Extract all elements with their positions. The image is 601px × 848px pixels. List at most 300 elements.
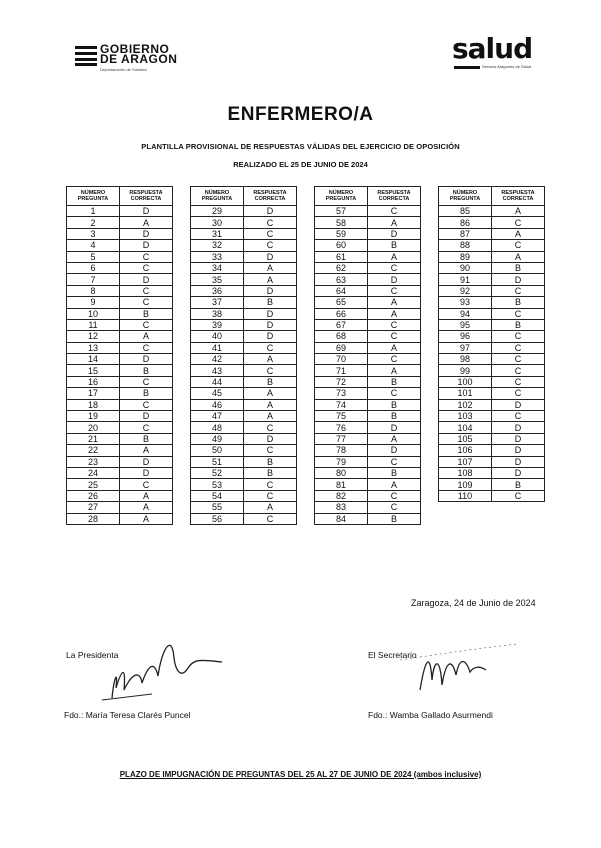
correct-answer: C <box>492 365 545 376</box>
correct-answer: C <box>120 399 173 410</box>
answer-row <box>67 399 173 410</box>
correct-answer: C <box>368 490 421 501</box>
question-number: 30 <box>191 217 244 228</box>
question-number: 58 <box>315 217 368 228</box>
question-number: 98 <box>439 354 492 365</box>
question-number: 25 <box>67 479 120 490</box>
answer-row <box>315 376 421 387</box>
answer-row <box>315 422 421 433</box>
question-number: 101 <box>439 388 492 399</box>
correct-answer: C <box>492 388 545 399</box>
question-number: 32 <box>191 240 244 251</box>
secretary-signature <box>400 630 520 700</box>
answer-row <box>439 467 545 478</box>
answer-row <box>67 228 173 239</box>
correct-answer: C <box>244 490 297 501</box>
answer-row <box>67 274 173 285</box>
correct-answer: D <box>368 445 421 456</box>
gobierno-aragon-logo <box>75 44 190 78</box>
answer-row <box>439 228 545 239</box>
question-number: 75 <box>315 411 368 422</box>
correct-answer: B <box>244 467 297 478</box>
correct-answer: D <box>244 331 297 342</box>
question-number: 99 <box>439 365 492 376</box>
correct-answer: C <box>244 217 297 228</box>
correct-answer: A <box>368 251 421 262</box>
answer-table <box>190 186 297 525</box>
secretary-label: El Secretario <box>368 650 417 660</box>
correct-answer: C <box>120 376 173 387</box>
correct-answer: A <box>368 297 421 308</box>
correct-answer: D <box>120 274 173 285</box>
question-number: 57 <box>315 206 368 217</box>
correct-answer: C <box>120 342 173 353</box>
correct-answer: D <box>244 206 297 217</box>
question-number: 91 <box>439 274 492 285</box>
question-number: 73 <box>315 388 368 399</box>
question-number: 31 <box>191 228 244 239</box>
correct-answer: D <box>244 319 297 330</box>
question-number: 85 <box>439 206 492 217</box>
question-number: 24 <box>67 467 120 478</box>
correct-answer: A <box>244 411 297 422</box>
question-number: 46 <box>191 399 244 410</box>
question-number: 108 <box>439 467 492 478</box>
correct-answer: C <box>120 297 173 308</box>
question-number: 22 <box>67 445 120 456</box>
answer-row <box>315 297 421 308</box>
correct-answer: C <box>368 285 421 296</box>
question-number: 10 <box>67 308 120 319</box>
answer-row <box>67 331 173 342</box>
question-number: 14 <box>67 354 120 365</box>
president-label: La Presidenta <box>66 650 119 660</box>
correct-answer: C <box>368 319 421 330</box>
answer-row <box>191 308 297 319</box>
correct-answer: C <box>244 445 297 456</box>
header-number: NÚMERO PREGUNTA <box>439 187 492 206</box>
correct-answer: C <box>368 206 421 217</box>
correct-answer: A <box>492 228 545 239</box>
answer-row <box>439 251 545 262</box>
answer-row <box>191 467 297 478</box>
correct-answer: B <box>244 456 297 467</box>
question-number: 62 <box>315 262 368 273</box>
correct-answer: C <box>120 479 173 490</box>
correct-answer: B <box>368 411 421 422</box>
answer-row <box>191 376 297 387</box>
question-number: 55 <box>191 502 244 513</box>
correct-answer: D <box>492 467 545 478</box>
answer-row <box>67 262 173 273</box>
subtitle-date: REALIZADO EL 25 DE JUNIO DE 2024 <box>233 160 368 169</box>
salud-wordmark: salud <box>452 32 533 65</box>
correct-answer: D <box>120 467 173 478</box>
header-answer: RESPUESTA CORRECTA <box>120 187 173 206</box>
question-number: 37 <box>191 297 244 308</box>
correct-answer: A <box>120 502 173 513</box>
answer-row <box>315 399 421 410</box>
question-number: 100 <box>439 376 492 387</box>
header-number: NÚMERO PREGUNTA <box>315 187 368 206</box>
question-number: 78 <box>315 445 368 456</box>
answer-row <box>191 285 297 296</box>
answer-row <box>315 206 421 217</box>
question-number: 6 <box>67 262 120 273</box>
correct-answer: D <box>492 399 545 410</box>
question-number: 103 <box>439 411 492 422</box>
place-date: Zaragoza, 24 de Junio de 2024 <box>411 598 536 608</box>
question-number: 71 <box>315 365 368 376</box>
answer-row <box>439 297 545 308</box>
question-number: 1 <box>67 206 120 217</box>
answer-row <box>191 228 297 239</box>
answer-row <box>315 331 421 342</box>
answer-row <box>191 354 297 365</box>
answer-row <box>67 240 173 251</box>
correct-answer: A <box>492 206 545 217</box>
answer-row <box>191 274 297 285</box>
answer-row <box>439 399 545 410</box>
answer-row <box>191 365 297 376</box>
answer-row <box>315 228 421 239</box>
correct-answer: A <box>368 217 421 228</box>
correct-answer: C <box>244 479 297 490</box>
answer-row <box>67 354 173 365</box>
question-number: 69 <box>315 342 368 353</box>
question-number: 106 <box>439 445 492 456</box>
correct-answer: D <box>368 274 421 285</box>
answer-row <box>191 217 297 228</box>
answer-row <box>315 319 421 330</box>
answer-row <box>67 285 173 296</box>
correct-answer: C <box>244 228 297 239</box>
answer-row <box>439 445 545 456</box>
correct-answer: D <box>120 240 173 251</box>
question-number: 79 <box>315 456 368 467</box>
correct-answer: D <box>244 433 297 444</box>
answer-row <box>191 388 297 399</box>
answer-row <box>67 513 173 524</box>
question-number: 87 <box>439 228 492 239</box>
correct-answer: C <box>368 354 421 365</box>
correct-answer: B <box>120 433 173 444</box>
question-number: 109 <box>439 479 492 490</box>
answer-row <box>439 433 545 444</box>
question-number: 107 <box>439 456 492 467</box>
correct-answer: C <box>368 456 421 467</box>
answer-row <box>439 274 545 285</box>
question-number: 92 <box>439 285 492 296</box>
question-number: 21 <box>67 433 120 444</box>
question-number: 38 <box>191 308 244 319</box>
correct-answer: A <box>120 217 173 228</box>
answer-row <box>439 479 545 490</box>
question-number: 43 <box>191 365 244 376</box>
question-number: 97 <box>439 342 492 353</box>
page-title: ENFERMERO/A <box>227 104 374 125</box>
question-number: 54 <box>191 490 244 501</box>
answer-row <box>315 445 421 456</box>
question-number: 35 <box>191 274 244 285</box>
answer-row <box>439 262 545 273</box>
logo-line1: GOBIERNO <box>100 42 170 56</box>
correct-answer: A <box>244 388 297 399</box>
answer-row <box>315 467 421 478</box>
salud-logo <box>452 32 537 80</box>
answer-row <box>315 490 421 501</box>
answer-row <box>439 285 545 296</box>
question-number: 17 <box>67 388 120 399</box>
header-answer: RESPUESTA CORRECTA <box>368 187 421 206</box>
question-number: 104 <box>439 422 492 433</box>
question-number: 44 <box>191 376 244 387</box>
answer-row <box>67 445 173 456</box>
president-name: Fdo.: María Teresa Clarés Puncel <box>64 710 191 720</box>
answer-row <box>191 251 297 262</box>
question-number: 15 <box>67 365 120 376</box>
answer-row <box>315 456 421 467</box>
answer-row <box>315 365 421 376</box>
answer-table <box>314 186 421 525</box>
correct-answer: B <box>120 365 173 376</box>
correct-answer: A <box>368 365 421 376</box>
question-number: 82 <box>315 490 368 501</box>
question-number: 63 <box>315 274 368 285</box>
question-number: 4 <box>67 240 120 251</box>
question-number: 52 <box>191 467 244 478</box>
question-number: 68 <box>315 331 368 342</box>
question-number: 20 <box>67 422 120 433</box>
question-number: 50 <box>191 445 244 456</box>
answer-row <box>315 388 421 399</box>
answer-row <box>439 308 545 319</box>
answer-row <box>67 467 173 478</box>
correct-answer: D <box>244 251 297 262</box>
correct-answer: B <box>120 388 173 399</box>
answer-row <box>67 388 173 399</box>
answer-row <box>315 308 421 319</box>
answer-row <box>67 251 173 262</box>
answer-row <box>439 240 545 251</box>
question-number: 41 <box>191 342 244 353</box>
salud-bar-icon <box>454 66 480 69</box>
answer-row <box>67 422 173 433</box>
question-number: 29 <box>191 206 244 217</box>
question-number: 67 <box>315 319 368 330</box>
correct-answer: B <box>368 513 421 524</box>
correct-answer: C <box>244 342 297 353</box>
answer-row <box>315 285 421 296</box>
question-number: 5 <box>67 251 120 262</box>
question-number: 49 <box>191 433 244 444</box>
correct-answer: C <box>120 251 173 262</box>
answer-row <box>191 411 297 422</box>
answer-row <box>439 331 545 342</box>
question-number: 42 <box>191 354 244 365</box>
question-number: 18 <box>67 399 120 410</box>
correct-answer: C <box>492 342 545 353</box>
question-number: 95 <box>439 319 492 330</box>
correct-answer: D <box>120 206 173 217</box>
question-number: 86 <box>439 217 492 228</box>
salud-subtitle: Servicio Aragonés de Salud <box>482 64 532 69</box>
answer-row <box>67 217 173 228</box>
answer-row <box>439 422 545 433</box>
correct-answer: B <box>368 467 421 478</box>
answer-row <box>67 319 173 330</box>
header-answer: RESPUESTA CORRECTA <box>492 187 545 206</box>
answer-row <box>439 206 545 217</box>
question-number: 45 <box>191 388 244 399</box>
answer-row <box>315 502 421 513</box>
question-number: 7 <box>67 274 120 285</box>
correct-answer: B <box>492 297 545 308</box>
correct-answer: C <box>120 319 173 330</box>
answer-row <box>315 251 421 262</box>
question-number: 60 <box>315 240 368 251</box>
answer-row <box>191 262 297 273</box>
answer-row <box>315 342 421 353</box>
question-number: 26 <box>67 490 120 501</box>
subtitle-template: PLANTILLA PROVISIONAL DE RESPUESTAS VÁLIDAS DEL EJERCICIO DE OPOSICIÓN <box>141 142 460 151</box>
aragon-shield-icon <box>75 46 97 66</box>
correct-answer: C <box>244 240 297 251</box>
answer-row <box>191 319 297 330</box>
question-number: 66 <box>315 308 368 319</box>
answer-row <box>439 388 545 399</box>
correct-answer: C <box>244 513 297 524</box>
correct-answer: B <box>368 399 421 410</box>
answer-row <box>67 433 173 444</box>
answer-row <box>439 490 545 501</box>
question-number: 53 <box>191 479 244 490</box>
correct-answer: D <box>492 422 545 433</box>
question-number: 70 <box>315 354 368 365</box>
question-number: 13 <box>67 342 120 353</box>
correct-answer: C <box>244 422 297 433</box>
answer-row <box>191 399 297 410</box>
answer-row <box>191 490 297 501</box>
answer-row <box>67 376 173 387</box>
answer-row <box>67 206 173 217</box>
answer-row <box>439 342 545 353</box>
correct-answer: B <box>492 319 545 330</box>
correct-answer: B <box>244 297 297 308</box>
correct-answer: D <box>120 354 173 365</box>
correct-answer: C <box>492 285 545 296</box>
header-number: NÚMERO PREGUNTA <box>191 187 244 206</box>
answer-row <box>67 490 173 501</box>
question-number: 105 <box>439 433 492 444</box>
question-number: 84 <box>315 513 368 524</box>
president-signature <box>92 628 232 708</box>
correct-answer: D <box>120 456 173 467</box>
answer-row <box>315 354 421 365</box>
correct-answer: A <box>368 308 421 319</box>
question-number: 33 <box>191 251 244 262</box>
answer-row <box>439 365 545 376</box>
question-number: 9 <box>67 297 120 308</box>
correct-answer: D <box>492 274 545 285</box>
question-number: 28 <box>67 513 120 524</box>
correct-answer: A <box>492 251 545 262</box>
correct-answer: D <box>244 308 297 319</box>
correct-answer: C <box>368 331 421 342</box>
correct-answer: D <box>120 228 173 239</box>
answer-row <box>191 331 297 342</box>
correct-answer: C <box>368 262 421 273</box>
answer-row <box>315 513 421 524</box>
question-number: 80 <box>315 467 368 478</box>
answer-row <box>67 411 173 422</box>
answer-table <box>66 186 173 525</box>
answer-row <box>191 445 297 456</box>
answer-row <box>439 411 545 422</box>
question-number: 36 <box>191 285 244 296</box>
answer-row <box>191 502 297 513</box>
correct-answer: C <box>368 502 421 513</box>
correct-answer: C <box>492 490 545 501</box>
question-number: 11 <box>67 319 120 330</box>
correct-answer: C <box>492 354 545 365</box>
header-number: NÚMERO PREGUNTA <box>67 187 120 206</box>
question-number: 64 <box>315 285 368 296</box>
answer-row <box>67 342 173 353</box>
question-number: 93 <box>439 297 492 308</box>
correct-answer: A <box>120 513 173 524</box>
question-number: 76 <box>315 422 368 433</box>
correct-answer: C <box>120 262 173 273</box>
correct-answer: A <box>120 445 173 456</box>
correct-answer: C <box>120 422 173 433</box>
question-number: 27 <box>67 502 120 513</box>
answer-row <box>67 479 173 490</box>
correct-answer: D <box>492 445 545 456</box>
answer-row <box>191 206 297 217</box>
answer-row <box>439 456 545 467</box>
correct-answer: C <box>492 411 545 422</box>
answer-row <box>315 479 421 490</box>
question-number: 94 <box>439 308 492 319</box>
question-number: 96 <box>439 331 492 342</box>
answer-row <box>439 376 545 387</box>
header-answer: RESPUESTA CORRECTA <box>244 187 297 206</box>
correct-answer: D <box>492 433 545 444</box>
question-number: 72 <box>315 376 368 387</box>
impugnation-deadline: PLAZO DE IMPUGNACIÓN DE PREGUNTAS DEL 25 AL 27 DE JUNIO DE 2024 (ambos inclusive) <box>119 770 482 779</box>
correct-answer: A <box>368 479 421 490</box>
answer-row <box>191 513 297 524</box>
question-number: 102 <box>439 399 492 410</box>
logo-line3: Departamento de Sanidad <box>100 67 147 72</box>
question-number: 90 <box>439 262 492 273</box>
answer-row <box>315 274 421 285</box>
question-number: 48 <box>191 422 244 433</box>
question-number: 74 <box>315 399 368 410</box>
question-number: 83 <box>315 502 368 513</box>
correct-answer: D <box>244 285 297 296</box>
correct-answer: C <box>492 376 545 387</box>
question-number: 16 <box>67 376 120 387</box>
question-number: 19 <box>67 411 120 422</box>
logo-line2: DE ARAGON <box>100 52 178 66</box>
answer-row <box>315 433 421 444</box>
question-number: 88 <box>439 240 492 251</box>
question-number: 47 <box>191 411 244 422</box>
correct-answer: B <box>368 376 421 387</box>
correct-answer: A <box>120 490 173 501</box>
